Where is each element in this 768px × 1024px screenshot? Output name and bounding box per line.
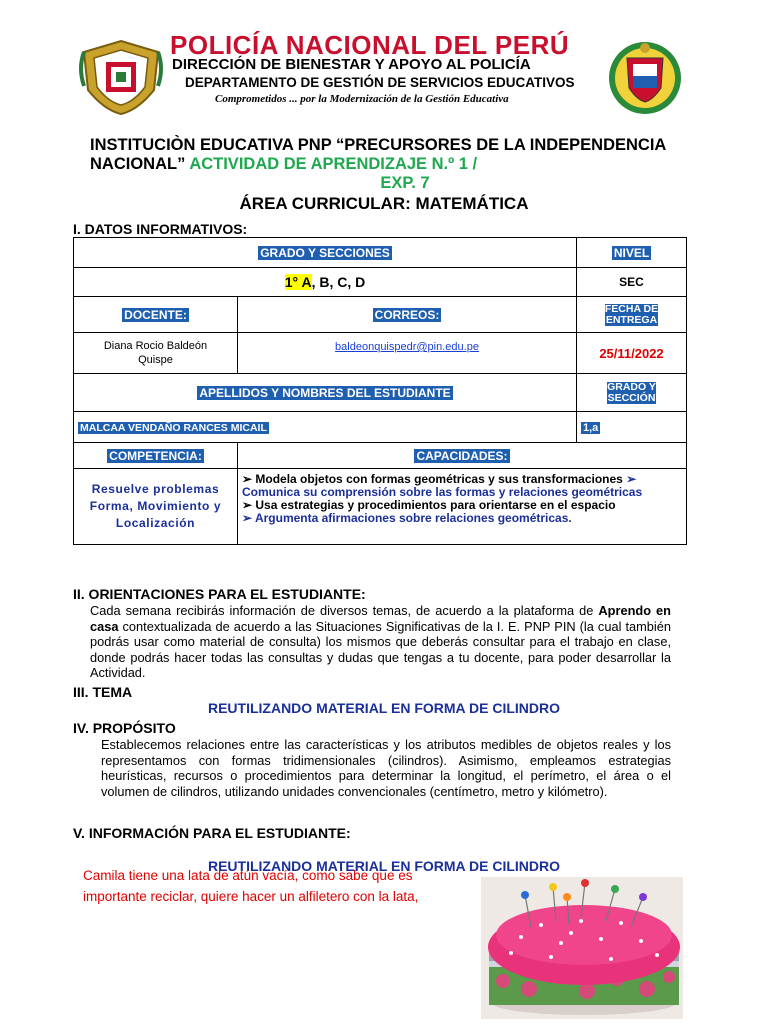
grado-highlight: 1° A bbox=[284, 274, 312, 290]
section-tema-heading: III. TEMA bbox=[73, 684, 133, 700]
nivel-value: SEC bbox=[577, 268, 687, 297]
grado-seccion-label-cell bbox=[577, 374, 687, 412]
email-cell bbox=[238, 333, 577, 374]
section-informacion-heading: V. INFORMACIÓN PARA EL ESTUDIANTE: bbox=[73, 825, 351, 841]
docente-name-cell bbox=[74, 333, 238, 374]
docente-label: DOCENTE: bbox=[124, 307, 187, 322]
student-name: MALCAA VENDAÑO RANCES MICAIL bbox=[80, 422, 267, 434]
capacidad-2: ➢ Comunica su comprensión sobre las formas y relaciones geométricas bbox=[242, 472, 643, 499]
estudiante-label-cell bbox=[74, 374, 577, 412]
grado-seccion-line1: GRADO Y bbox=[607, 380, 656, 393]
institution-name: INSTITUCIÒN EDUCATIVA PNP “PRECURSORES DE LA INDEPENDENCIA NACIONAL” bbox=[90, 136, 666, 173]
grado-seccion-label bbox=[607, 382, 656, 404]
docente-name-line2: Quispe bbox=[138, 354, 173, 366]
section-orientaciones-heading: II. ORIENTACIONES PARA EL ESTUDIANTE: bbox=[73, 586, 366, 602]
orientaciones-bold: Aprendo en casa bbox=[90, 603, 671, 634]
section-proposito-heading: IV. PROPÓSITO bbox=[73, 720, 176, 736]
pincushion-photo bbox=[481, 877, 683, 1019]
curricular-area: ÁREA CURRICULAR: MATEMÁTICA bbox=[239, 194, 529, 213]
correos-label-cell bbox=[238, 297, 577, 333]
section-datos-heading: I. DATOS INFORMATIVOS: bbox=[73, 221, 248, 237]
nivel-label: NIVEL bbox=[613, 245, 650, 260]
orientaciones-text bbox=[90, 603, 671, 681]
fecha-value: 25/11/2022 bbox=[599, 345, 664, 361]
pnp-emblem-logo bbox=[78, 38, 164, 116]
orientaciones-text-a: Cada semana recibirás información de diversos temas, de acuerdo a la plataforma de bbox=[90, 603, 599, 618]
student-grade: 1,a bbox=[583, 422, 599, 434]
grado-label: GRADO Y SECCIONES bbox=[260, 245, 390, 260]
tema-title: REUTILIZANDO MATERIAL EN FORMA DE CILINDRO bbox=[207, 700, 561, 716]
capacidad-4: ➢ Argumenta afirmaciones sobre relaciones geométricas. bbox=[242, 511, 572, 525]
grado-label-cell bbox=[74, 238, 577, 268]
activity-number: ACTIVIDAD DE APRENDIZAJE N.º 1 / bbox=[189, 155, 478, 173]
competencia-label-cell bbox=[74, 443, 238, 469]
proposito-text: Establecemos relaciones entre las características y los atributos medibles de objetos reales y los representamos con formas tridimensionales (cilindros). Asimismo, empleamos estrategias heurísticas, recursos o procedimientos para determinar la longitud, el perímetro, el área o el volumen de cilindros, utilizando unidades convencionales (centímetro, metro y kilómetro). bbox=[101, 737, 671, 799]
student-name-cell bbox=[74, 412, 577, 443]
competencia-value: Resuelve problemas Forma, Movimiento y Localización bbox=[74, 469, 238, 545]
capacidad-1: ➢ Modela objetos con formas geométricas y sus transformaciones bbox=[242, 472, 623, 486]
fecha-label-line1: FECHA DE bbox=[604, 302, 659, 315]
info-table bbox=[73, 237, 687, 545]
school-crest-logo bbox=[605, 38, 685, 116]
activity-exp: EXP. 7 bbox=[380, 174, 430, 192]
capacidades-label-cell bbox=[238, 443, 687, 469]
estudiante-label: APELLIDOS Y NOMBRES DEL ESTUDIANTE bbox=[199, 385, 451, 400]
header-direction: DIRECCIÓN DE BIENESTAR Y APOYO AL POLICÍA bbox=[172, 56, 531, 73]
docente-label-cell bbox=[74, 297, 238, 333]
correos-label: CORREOS: bbox=[374, 307, 440, 322]
story-text: Camila tiene una lata de atún vacía, como sabe que es importante reciclar, quiere hacer un alfiletero con la lata, bbox=[83, 868, 419, 904]
capacidades-list bbox=[238, 469, 687, 545]
capacidad-3: ➢ Usa estrategias y procedimientos para orientarse en el espacio bbox=[242, 498, 616, 512]
header-department: DEPARTAMENTO DE GESTIÓN DE SERVICIOS EDUCATIVOS bbox=[185, 75, 575, 90]
student-grade-cell bbox=[577, 412, 687, 443]
fecha-label-line2: ENTREGA bbox=[605, 313, 658, 326]
header-motto: Comprometidos ... por la Modernización de la Gestión Educativa bbox=[215, 93, 509, 105]
nivel-label-cell bbox=[577, 238, 687, 268]
capacidades-label: CAPACIDADES: bbox=[416, 448, 508, 463]
fecha-label-cell bbox=[577, 297, 687, 333]
grado-seccion-line2: SECCIÓN bbox=[607, 391, 656, 404]
header-title: POLICÍA NACIONAL DEL PERÚ bbox=[170, 30, 570, 60]
competencia-label: COMPETENCIA: bbox=[109, 448, 202, 463]
grado-rest: , B, C, D bbox=[311, 274, 366, 290]
institution-heading bbox=[90, 136, 720, 193]
docente-name-line1: Diana Rocio Baldeón bbox=[103, 340, 208, 352]
fecha-label bbox=[605, 304, 658, 326]
informacion-tema-title: REUTILIZANDO MATERIAL EN FORMA DE CILINDRO bbox=[207, 858, 561, 874]
grado-value-cell bbox=[74, 268, 577, 297]
email-link[interactable]: baldeonquispedr@pin.edu.pe bbox=[335, 341, 479, 353]
orientaciones-text-b: contextualizada de acuerdo a las Situaciones Significativas de la I. E. PNP PIN (la cual también podrás usar como material de consulta) los mismos que deberás consultar para el trabajo en clase, donde podrás hacer todas las consultas y dudas que tengas a tu docente, para poder desarrollar la Actividad. bbox=[90, 618, 671, 680]
fecha-value-cell bbox=[577, 333, 687, 374]
